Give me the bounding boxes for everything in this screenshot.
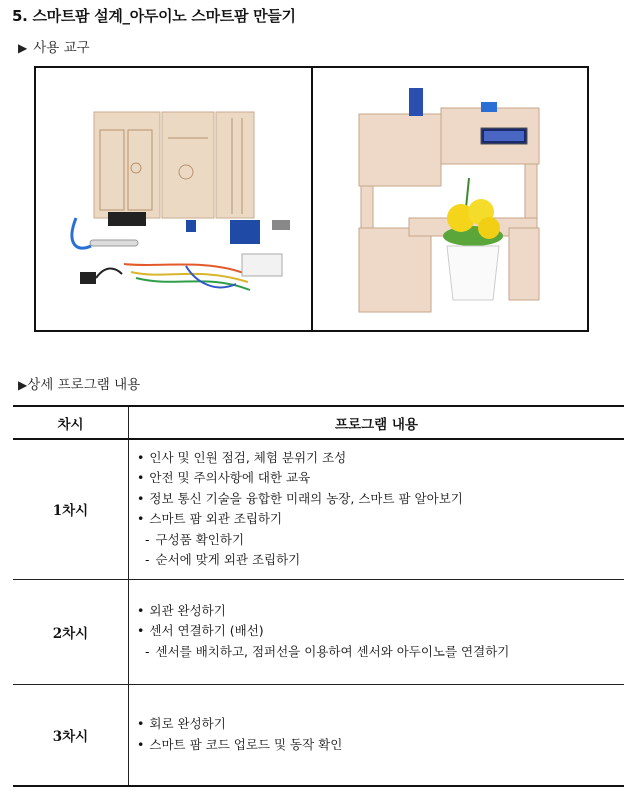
assembled-smartfarm-photo xyxy=(311,68,588,330)
tools-photo-frame xyxy=(34,66,589,332)
table-row xyxy=(13,439,624,579)
list-item: • 스마트 팜 코드 업로드 및 동작 확인 xyxy=(137,735,624,756)
triangle-marker-icon: ▶ xyxy=(18,41,28,55)
sub-list-item: - 센서를 배치하고, 점퍼선을 이용하여 센서와 아두이노를 연결하기 xyxy=(137,642,624,663)
list-item: • 회로 완성하기 xyxy=(137,714,624,735)
list-item: • 스마트 팜 외관 조립하기 xyxy=(137,509,624,530)
list-item: • 인사 및 인원 점검, 체험 분위기 조성 xyxy=(137,448,624,469)
content-cell xyxy=(129,579,625,684)
session-cell: 3차시 xyxy=(13,684,129,786)
session-cell: 1차시 xyxy=(13,439,129,579)
list-item: • 외관 완성하기 xyxy=(137,601,624,622)
sub-list-item: - 순서에 맞게 외관 조립하기 xyxy=(137,550,624,571)
triangle-marker-icon: ▶ xyxy=(18,378,28,392)
list-item: • 정보 통신 기술을 융합한 미래의 농장, 스마트 팜 알아보기 xyxy=(137,489,624,510)
section-heading-tools xyxy=(18,36,90,56)
program-table xyxy=(13,405,624,787)
sub-list-item: - 구성품 확인하기 xyxy=(137,530,624,551)
list-item: • 안전 및 주의사항에 대한 교육 xyxy=(137,468,624,489)
list-item: • 센서 연결하기 (배선) xyxy=(137,621,624,642)
content-cell xyxy=(129,439,625,579)
section-label: 사용 교구 xyxy=(33,40,90,56)
content-cell xyxy=(129,684,625,786)
column-header-session: 차시 xyxy=(13,406,129,439)
session-cell: 2차시 xyxy=(13,579,129,684)
table-row xyxy=(13,579,624,684)
kit-components-photo xyxy=(36,68,311,330)
section-heading-program xyxy=(18,373,140,393)
section-label: 상세 프로그램 내용 xyxy=(27,377,141,393)
table-row xyxy=(13,684,624,786)
table-header-row xyxy=(13,406,624,439)
column-header-content: 프로그램 내용 xyxy=(129,406,625,439)
page-title: 5. 스마트팜 설계_아두이노 스마트팜 만들기 xyxy=(12,7,296,25)
